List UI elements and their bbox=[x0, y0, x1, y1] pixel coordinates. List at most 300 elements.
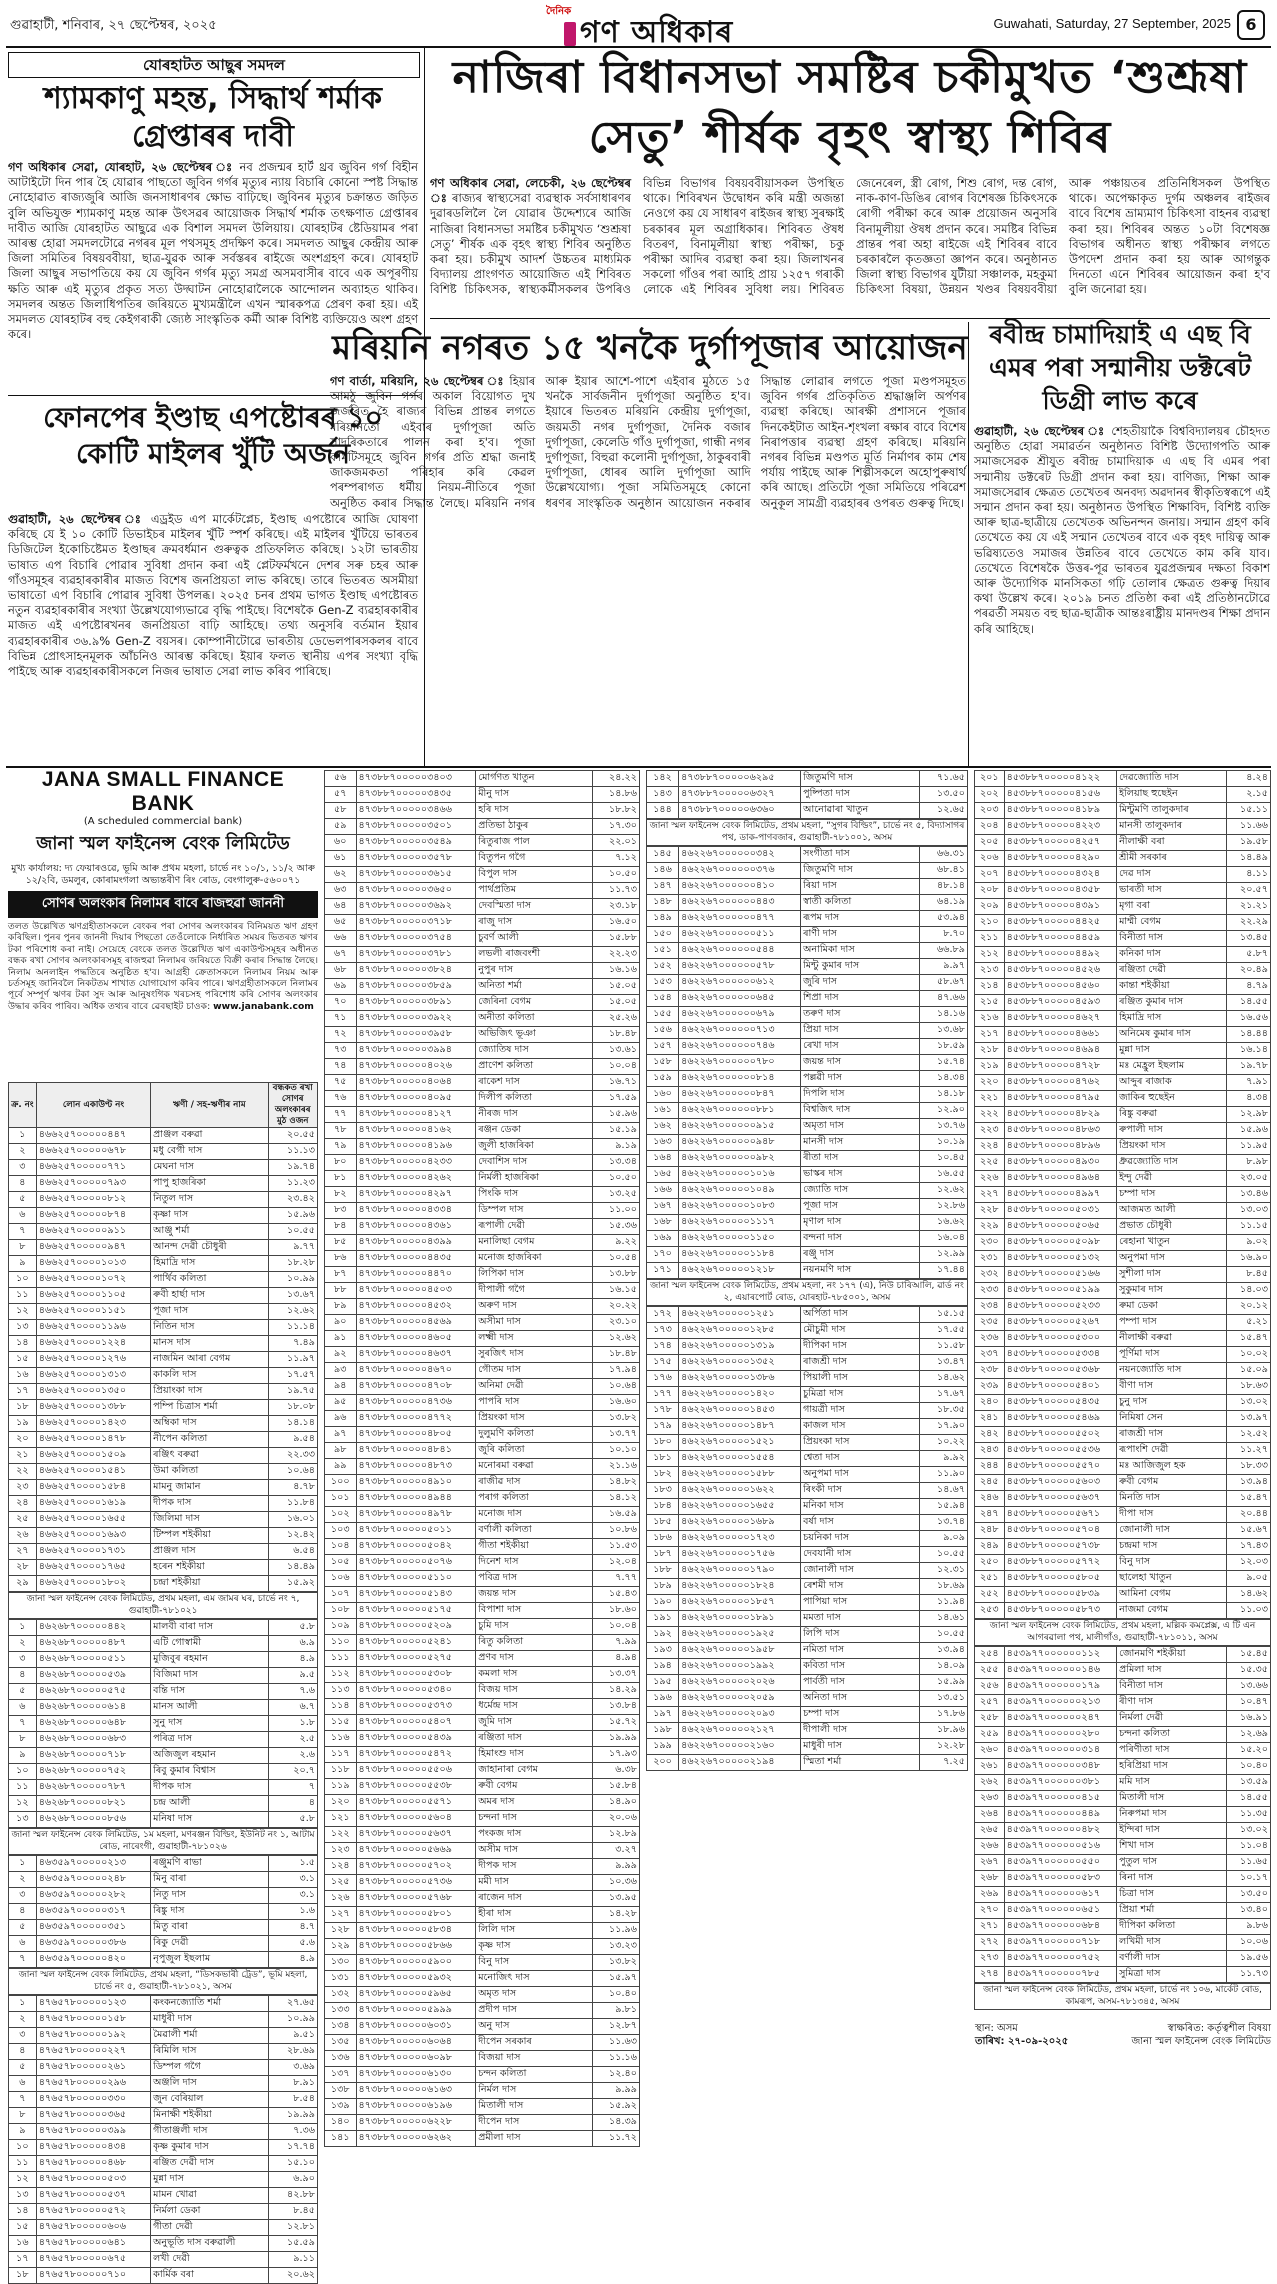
table-row bbox=[9, 1684, 318, 1700]
loan-account-cell: ৪৫৩৮৮৭০০০০০৫৭৩৮ bbox=[1004, 1539, 1116, 1555]
serial-cell: ১৯ bbox=[9, 1416, 37, 1432]
loan-account-cell: ৪৫৩৮৮৭০০০০০৫৩৬৮ bbox=[1004, 1363, 1116, 1379]
table-row bbox=[975, 1011, 1271, 1027]
gold-weight-cell: ১৯.৭৫ bbox=[268, 1384, 317, 1400]
serial-cell: ২২৮ bbox=[975, 1203, 1005, 1219]
borrower-name-cell: মানসী দাস bbox=[801, 1135, 920, 1151]
loan-account-cell: ৪৫৩৮৮৭০০০০০৫১৬৬ bbox=[1004, 1267, 1116, 1283]
gold-weight-cell: ১৭.৯০ bbox=[919, 1419, 967, 1435]
table-row bbox=[325, 2035, 640, 2051]
gold-weight-cell: ১৪.২৮ bbox=[592, 1907, 639, 1923]
loan-account-cell: ৪৭৩৮৮৭০০০০০৪২৬২ bbox=[356, 1171, 476, 1187]
serial-cell: ১৭ bbox=[9, 1384, 37, 1400]
gold-weight-cell: ১১.৬৬ bbox=[1226, 819, 1270, 835]
borrower-name-cell: চন্দ্ৰমা দাস bbox=[1117, 1539, 1227, 1555]
gold-weight-cell: ১০.৯৯ bbox=[268, 1272, 317, 1288]
loan-account-cell: ৪৫৩৮৮৭০০০০০৪৮৬৩ bbox=[1004, 1123, 1116, 1139]
table-row bbox=[325, 1795, 640, 1811]
serial-cell: ১৯৫ bbox=[647, 1675, 679, 1691]
gold-weight-cell: ১৩.৫০ bbox=[1226, 1887, 1270, 1903]
borrower-name-cell: ৰূপাংশি দেৱী bbox=[1117, 1443, 1227, 1459]
borrower-name-cell: হিমাদ্ৰি দাস bbox=[1117, 1011, 1227, 1027]
table-row bbox=[647, 991, 968, 1007]
table-row bbox=[325, 1059, 640, 1075]
borrower-name-cell: চুনু দাস bbox=[1117, 1395, 1227, 1411]
borrower-name-cell: প্ৰমীলা দাস bbox=[476, 2131, 593, 2147]
serial-cell: ৭ bbox=[9, 1952, 37, 1968]
borrower-name-cell: প্ৰিয়া দাস bbox=[801, 1023, 920, 1039]
gold-weight-cell: ১৬.০১ bbox=[268, 1512, 317, 1528]
serial-cell: ১৪ bbox=[9, 1336, 37, 1352]
loan-account-cell: ৪৭৩৮৮৭০০০০০৫৩০৮ bbox=[356, 1667, 476, 1683]
table-row bbox=[975, 1743, 1271, 1759]
loan-account-cell: ৪৬২৬৮৭০০০০০৬৪৮ bbox=[36, 1716, 150, 1732]
newspaper-logo bbox=[546, 4, 766, 50]
gold-weight-cell: ৮.৯১ bbox=[268, 2076, 317, 2092]
table-row bbox=[975, 1363, 1271, 1379]
rabindra-body: শেহতীয়াকৈ বিশ্ববিদ্যালয়ৰ চৌহদত অনুষ্ঠিত হোৱা সমাৱৰ্তন অনুষ্ঠানত বিশিষ্ট উদ্যোগপতি আৰু সমাজসেৱক শ্ৰীযুত ৰবীন্দ্ৰ চামাদিয়াক এ এছ বি এমৰ পৰা সন্মানীয় ডক্টৰেট ডিগ্ৰী প্ৰদান কৰা হয়। বাণিজ্য, শিক্ষা আৰু সমাজসেৱাৰ ক্ষেত্ৰত তেখেতৰ অনবদ্য অৱদানৰ স্বীকৃতিস্বৰূপে এই সন্মান প্ৰদান কৰা হয়। অনুষ্ঠানত উপস্থিত শিক্ষাবিদ, বিশিষ্ট ব্যক্তি আৰু ছাত্ৰ-ছাত্ৰীয়ে তেখেতক অভিনন্দন জনায়। সন্মান গ্ৰহণ কৰি তেখেতে কয় যে এই সন্মান তেখেতৰ বাবে এক বৃহৎ দায়িত্ব আৰু ভৱিষ্যতেও সমাজৰ উন্নতিৰ বাবে তেখেতে কাম কৰি যাব। তেখেতে বিশেষকৈ উত্তৰ-পূৱ ভাৰতৰ যুৱপ্ৰজন্মৰ দক্ষতা বিকাশ আৰু উদ্যোগিক মানসিকতা গঢ়ি তোলাৰ ক্ষেত্ৰত গুৰুত্ব দিয়াৰ কথা উল্লেখ কৰে। ২০১৯ চনত প্ৰতিষ্ঠা কৰা এই প্ৰতিষ্ঠানটোৱে পৰৱৰ্তী সময়ত বহু ছাত্ৰ-ছাত্ৰীক আন্তঃৰাষ্ট্ৰীয় মানদণ্ডৰ শিক্ষা প্ৰদান কৰি আহিছে। bbox=[974, 424, 1271, 636]
table-row bbox=[647, 1707, 968, 1723]
table-row bbox=[975, 1107, 1271, 1123]
gold-weight-cell: ২০.৪৯ bbox=[1226, 963, 1270, 979]
serial-cell: ১৮১ bbox=[647, 1451, 679, 1467]
loan-account-cell: ৪৬৬২৫৭০০০০১৮০২ bbox=[36, 1576, 150, 1592]
gold-weight-cell: ১৪.৩৪ bbox=[919, 1071, 967, 1087]
branch-address: জানা স্মল ফাইনেন্স বেংক লিমিটেড, প্ৰথম মহলা, “সুগৰ বিল্ডিং”, চাৰ্ভে নং ৫, বিদ্যাসাগৰ পথ, ডাক-পাণবজাৰ, গুৱাহাটী-৭৮১০০১, অসম bbox=[646, 819, 968, 846]
gold-weight-cell: ১৫.৯২ bbox=[268, 1576, 317, 1592]
serial-cell: ২১৫ bbox=[975, 995, 1005, 1011]
table-row bbox=[325, 1779, 640, 1795]
serial-cell: ১৬৬ bbox=[647, 1183, 679, 1199]
serial-cell: ৯৯ bbox=[325, 1459, 357, 1475]
table-row bbox=[647, 1307, 968, 1323]
serial-cell: ৪ bbox=[9, 2044, 37, 2060]
borrower-name-cell: ৰঞ্জিৎ বৰুৱা bbox=[151, 1448, 268, 1464]
borrower-name-cell: অম্বিকা দাস bbox=[151, 1416, 268, 1432]
borrower-name-cell: আনন্দ দেৱী চৌধুৰী bbox=[151, 1240, 268, 1256]
serial-cell: ৪ bbox=[9, 1176, 37, 1192]
loan-account-cell: ৪৭৩৮৮৭০০০০০৪৭০৮ bbox=[356, 1379, 476, 1395]
table-row bbox=[325, 995, 640, 1011]
gold-weight-cell: ১০.৬৪ bbox=[592, 1379, 639, 1395]
table-row bbox=[325, 1811, 640, 1827]
gold-weight-cell: ৯.৫১ bbox=[268, 2028, 317, 2044]
loan-account-cell: ৪৭৩৮৮৭০০০০০৫৯৯৯ bbox=[356, 2003, 476, 2019]
loan-account-cell: ৪৭৩৮৮৭০০০০০৬১৯৬ bbox=[356, 2099, 476, 2115]
table-row bbox=[325, 835, 640, 851]
loan-account-cell: ৪৬৬২৫৭০০০০১৭৩১ bbox=[36, 1544, 150, 1560]
serial-cell: ৮ bbox=[9, 1240, 37, 1256]
gold-weight-cell: ১৩.৭৭ bbox=[592, 1427, 639, 1443]
borrower-name-cell: কমলা দাস bbox=[476, 1667, 593, 1683]
loan-account-cell: ৪৬২২৬৭০০০০০১৭৫৬ bbox=[679, 1547, 801, 1563]
loan-account-cell: ৪৬২২৬৭০০০০০১৬২২ bbox=[679, 1483, 801, 1499]
loan-account-cell: ৪৭৩৮৮৭০০০০০৫১৭৫ bbox=[356, 1603, 476, 1619]
gold-weight-cell: ২০.৫৫ bbox=[268, 1128, 317, 1144]
gold-weight-cell: ১৫.১৫ bbox=[919, 1307, 967, 1323]
borrower-name-cell: ৰঞ্জুমণি ৰাভা bbox=[151, 1856, 268, 1872]
table-row bbox=[9, 1936, 318, 1952]
serial-cell: ২৬ bbox=[9, 1528, 37, 1544]
gold-weight-cell: ১৩.৩৭ bbox=[592, 1667, 639, 1683]
serial-cell: ২৬৬ bbox=[975, 1839, 1005, 1855]
serial-cell: ১৪৯ bbox=[647, 911, 679, 927]
serial-cell: ২১৭ bbox=[975, 1027, 1005, 1043]
table-row bbox=[325, 1235, 640, 1251]
table-row bbox=[647, 1467, 968, 1483]
serial-cell: ১ bbox=[9, 1128, 37, 1144]
borrower-name-cell: মনোজ দাস bbox=[476, 1507, 593, 1523]
borrower-name-cell: ৰঞ্জন ডেকা bbox=[476, 1123, 593, 1139]
serial-cell: ২২৪ bbox=[975, 1139, 1005, 1155]
table-row bbox=[9, 1240, 318, 1256]
gold-weight-cell: ৯.১৯ bbox=[592, 1139, 639, 1155]
borrower-name-cell: মঃ মেহ্ৰুল ইছলাম bbox=[1117, 1059, 1227, 1075]
borrower-name-cell: ৰুপালী দাস bbox=[1117, 1123, 1227, 1139]
borrower-name-cell: নয়নমণি দাস bbox=[801, 1263, 920, 1279]
gold-weight-cell: ১৫.৯৭ bbox=[592, 1971, 639, 1987]
loan-account-cell: ৪৬২২৬৭০০০০০১২৫১ bbox=[679, 1307, 801, 1323]
serial-cell: ৯১ bbox=[325, 1331, 357, 1347]
borrower-name-cell: ৰেখা দাস bbox=[801, 1039, 920, 1055]
loan-account-cell: ৪৫৩৯৭৭০০০০০০৩৪৮ bbox=[1004, 1759, 1116, 1775]
serial-cell: ৬১ bbox=[325, 851, 357, 867]
gold-weight-cell: ৬৪.১৯ bbox=[919, 895, 967, 911]
gold-weight-cell: ১৩.৬৬ bbox=[1226, 1679, 1270, 1695]
loan-account-cell: ৪৬২২৬৭০০০০০১১১৭ bbox=[679, 1215, 801, 1231]
gold-weight-cell: ১৫.৩৫ bbox=[1226, 1663, 1270, 1679]
serial-cell: ১৮৯ bbox=[647, 1579, 679, 1595]
table-row bbox=[325, 1475, 640, 1491]
table-row bbox=[9, 1856, 318, 1872]
gold-weight-cell: ১১.১৬ bbox=[592, 2051, 639, 2067]
loan-account-cell: ৪৬৬২৫৭০০০০০৪৪৭ bbox=[36, 1128, 150, 1144]
loan-account-cell: ৪৬২৬৮৭০০০০০৫৩৯ bbox=[36, 1668, 150, 1684]
gold-weight-cell: ১৫.০৫ bbox=[592, 979, 639, 995]
protest-kicker: যোৰহাটত আছুৰ সমদল bbox=[8, 52, 420, 78]
gold-weight-cell: ৫.৮ bbox=[268, 1620, 317, 1636]
serial-cell: ১ bbox=[9, 1856, 37, 1872]
borrower-name-cell: বিনীতা দাস bbox=[1117, 1679, 1227, 1695]
gold-weight-cell: ৬.৩৮ bbox=[592, 1763, 639, 1779]
loan-account-cell: ৪৭৩৮৮৭০০০০০৪৩৩৪ bbox=[356, 1203, 476, 1219]
borrower-name-cell: লখিমী দাস bbox=[1117, 1935, 1227, 1951]
borrower-name-cell: ৰুবী বেগম bbox=[1117, 1475, 1227, 1491]
loan-account-cell: ৪৫৩৯৭৭০০০০০০১৭৯ bbox=[1004, 1679, 1116, 1695]
gold-weight-cell: ১৪.২৯ bbox=[592, 1683, 639, 1699]
borrower-name-cell: পাপৰি দাস bbox=[476, 1395, 593, 1411]
borrower-name-cell: ৰাজু দাস bbox=[476, 915, 593, 931]
table-row bbox=[9, 1996, 318, 2012]
loan-account-cell: ৪৭৩৮৮৭০০০০০৪৮০৫ bbox=[356, 1427, 476, 1443]
loan-account-cell: ৪৭৩৮৮৭০০০০০৫৯৩২ bbox=[356, 1971, 476, 1987]
loan-account-cell: ৪৬২২৬৭০০০০০০৭৮০ bbox=[679, 1055, 801, 1071]
rabindra-headline: ৰবীন্দ্ৰ চামাদিয়াই এ এছ বি এমৰ পৰা সন্মানীয় ডক্টৰেট ডিগ্ৰী লাভ কৰে bbox=[988, 320, 1252, 415]
gold-weight-cell: ২.৫ bbox=[268, 1732, 317, 1748]
serial-cell: ১৪৪ bbox=[647, 803, 679, 819]
table-row bbox=[647, 1627, 968, 1643]
table-row bbox=[325, 1283, 640, 1299]
table-row bbox=[647, 1515, 968, 1531]
borrower-name-cell: মাধুৰী দাস bbox=[801, 1739, 920, 1755]
loan-account-cell: ৪৭৩৮৮৭০০০০০৫৯০০ bbox=[356, 1955, 476, 1971]
gold-weight-cell: ২২.০১ bbox=[592, 835, 639, 851]
table-row bbox=[975, 835, 1271, 851]
table-row bbox=[647, 787, 968, 803]
gold-weight-cell: ৭ bbox=[268, 1780, 317, 1796]
borrower-name-cell: জুমি দাস bbox=[476, 1715, 593, 1731]
loan-account-cell: ৪৭৩৮৮৭০০০০০৩৬৫০ bbox=[356, 883, 476, 899]
gold-weight-cell: ১১.৯৬ bbox=[592, 1923, 639, 1939]
serial-cell: ২০১ bbox=[975, 771, 1005, 787]
serial-cell: ১৩ bbox=[9, 1812, 37, 1828]
borrower-name-cell: দেবস্মিতা দাস bbox=[476, 899, 593, 915]
borrower-name-cell: লভলী ৰাজবংশী bbox=[476, 947, 593, 963]
gold-weight-cell: ১৫.৯৬ bbox=[268, 1208, 317, 1224]
loan-account-cell: ৪৫৩৯৭৭০০০০০০৫১৬ bbox=[1004, 1839, 1116, 1855]
loan-account-cell: ৪৫৩৮৮৭০০০০০৪৮২৯ bbox=[1004, 1107, 1116, 1123]
gold-weight-cell: ২৩.১৮ bbox=[592, 899, 639, 915]
table-row bbox=[325, 1763, 640, 1779]
serial-cell: ১ bbox=[9, 1620, 37, 1636]
table-row bbox=[9, 1764, 318, 1780]
loan-account-cell: ৪৭৩৮৮৭০০০০০৩৬১৫ bbox=[356, 867, 476, 883]
borrower-name-cell: জুৰি কলিতা bbox=[476, 1443, 593, 1459]
gold-weight-cell: ১৪.১২ bbox=[592, 1491, 639, 1507]
table-row bbox=[325, 1107, 640, 1123]
loan-account-cell: ৪৫৩৯৭৭০০০০০০১১২ bbox=[1004, 1647, 1116, 1663]
loan-account-cell: ৪৭৩৮৮৭০০০০০৪৯৭৮ bbox=[356, 1507, 476, 1523]
auction-table bbox=[974, 1646, 1271, 1983]
borrower-name-cell: ৰঞ্জিত দেৱী দাস bbox=[151, 2156, 268, 2172]
borrower-name-cell: বিজিমা দাস bbox=[151, 1668, 268, 1684]
gold-weight-cell: ১১.৯৫ bbox=[1226, 1139, 1270, 1155]
serial-cell: ১৫৪ bbox=[647, 991, 679, 1007]
borrower-name-cell: বিপুল দাস bbox=[476, 867, 593, 883]
borrower-name-cell: দিনেশ দাস bbox=[476, 1555, 593, 1571]
gold-weight-cell: ৭.১২ bbox=[592, 851, 639, 867]
loan-account-cell: ৪৬২২৬৭০০০০০১৫৮৮ bbox=[679, 1467, 801, 1483]
loan-account-cell: ৪৬৩৫৯৭০০০০০২১৩ bbox=[36, 1856, 150, 1872]
table-row bbox=[9, 1560, 318, 1576]
serial-cell: ৪ bbox=[9, 1668, 37, 1684]
gold-weight-cell: ১১.২৩ bbox=[268, 1176, 317, 1192]
table-row bbox=[9, 2204, 318, 2220]
serial-cell: ২১৮ bbox=[975, 1043, 1005, 1059]
borrower-name-cell: চিত্ৰা দাস bbox=[1117, 1887, 1227, 1903]
borrower-name-cell: চন্দ্ৰ আলী bbox=[151, 1796, 268, 1812]
table-row bbox=[9, 2124, 318, 2140]
serial-cell: ১১০ bbox=[325, 1635, 357, 1651]
serial-cell: ২০৮ bbox=[975, 883, 1005, 899]
serial-cell: ৯৩ bbox=[325, 1363, 357, 1379]
borrower-name-cell: ৰাকেশ দাস bbox=[476, 1075, 593, 1091]
loan-account-cell: ৪৬২২৬৭০০০০০১৬৫৫ bbox=[679, 1499, 801, 1515]
loan-account-cell: ৪৭৩৮৮৭০০০০০৪৪৩৫ bbox=[356, 1251, 476, 1267]
borrower-name-cell: জয়ন্ত দাস bbox=[801, 1055, 920, 1071]
loan-account-cell: ৪৭৩৮৮৭০০০০০৪১৯৬ bbox=[356, 1139, 476, 1155]
table-row bbox=[325, 1827, 640, 1843]
borrower-name-cell: মানস আলী bbox=[151, 1700, 268, 1716]
loan-account-cell: ৪৬২২৬৭০০০০০০৫৭৮ bbox=[679, 959, 801, 975]
serial-cell: ২২১ bbox=[975, 1091, 1005, 1107]
table-row bbox=[975, 1219, 1271, 1235]
borrower-name-cell: মনোজিৎ দাস bbox=[476, 1971, 593, 1987]
table-row bbox=[975, 1791, 1271, 1807]
gold-weight-cell: ১৭.৮৬ bbox=[919, 1707, 967, 1723]
gold-weight-cell: ১৫.৮৪ bbox=[592, 1779, 639, 1795]
table-row bbox=[647, 895, 968, 911]
borrower-name-cell: নিৰ্মলা দেৱী bbox=[1117, 1711, 1227, 1727]
borrower-name-cell: প্ৰদীপ দাস bbox=[476, 2003, 593, 2019]
gold-weight-cell: ৩.১ bbox=[268, 1872, 317, 1888]
gold-weight-cell: ৭.৩৬ bbox=[268, 2124, 317, 2140]
serial-cell: ১০ bbox=[9, 2140, 37, 2156]
loan-account-cell: ৪৭৬৫৭৮০০০০০৫৭২ bbox=[36, 2204, 150, 2220]
serial-cell: ২৪৫ bbox=[975, 1475, 1005, 1491]
table-row bbox=[975, 1411, 1271, 1427]
loan-account-cell: ৪৫৩৯৭৭০০০০০০২৮০ bbox=[1004, 1727, 1116, 1743]
loan-account-cell: ৪৭৩৮৮৭০০০০০৬৩২৭ bbox=[679, 787, 801, 803]
borrower-name-cell: লিপিকা দাস bbox=[476, 1267, 593, 1283]
borrower-name-cell: পল্লৱী দাস bbox=[801, 1071, 920, 1087]
borrower-name-cell: বিতুপন গগৈ bbox=[476, 851, 593, 867]
table-row bbox=[975, 1919, 1271, 1935]
serial-cell: ১৬ bbox=[9, 2236, 37, 2252]
gold-weight-cell: ১১.২৭ bbox=[1226, 1443, 1270, 1459]
borrower-name-cell: কান্তা শইকীয়া bbox=[1117, 979, 1227, 995]
serial-cell: ১২৭ bbox=[325, 1907, 357, 1923]
loan-account-cell: ৪৬৩৫৯৭০০০০০৩১৭ bbox=[36, 1904, 150, 1920]
loan-account-cell: ৪৬২২৬৭০০০০০১৮২৪ bbox=[679, 1579, 801, 1595]
serial-cell: ৩ bbox=[9, 1652, 37, 1668]
table-row bbox=[9, 1288, 318, 1304]
gold-weight-cell: ১৭.৯৪ bbox=[592, 1363, 639, 1379]
serial-cell: ১৯৬ bbox=[647, 1691, 679, 1707]
borrower-name-cell: দীপেন সৰকাৰ bbox=[476, 2035, 593, 2051]
serial-cell: ৬০ bbox=[325, 835, 357, 851]
loan-account-cell: ৪৬২২৬৭০০০০০১৭২৩ bbox=[679, 1531, 801, 1547]
borrower-name-cell: মুন্না দাস bbox=[151, 2172, 268, 2188]
table-row bbox=[325, 1491, 640, 1507]
gold-weight-cell: ১৫.২০ bbox=[1226, 1743, 1270, 1759]
serial-cell: ২২২ bbox=[975, 1107, 1005, 1123]
loan-account-cell: ৪৭৩৮৮৭০০০০০৪৩৯৯ bbox=[356, 1235, 476, 1251]
table-row bbox=[325, 2019, 640, 2035]
loan-account-cell: ৪৭৩৮৮৭০০০০০৪৮৭৩ bbox=[356, 1459, 476, 1475]
serial-cell: ১১৭ bbox=[325, 1747, 357, 1763]
loan-account-cell: ৪৭৩৮৮৭০০০০০৫৪৭২ bbox=[356, 1747, 476, 1763]
serial-cell: ২২৩ bbox=[975, 1123, 1005, 1139]
borrower-name-cell: মমতা দাস bbox=[801, 1611, 920, 1627]
loan-account-cell: ৪৭৩৮৮৭০০০০০৩৫৭৮ bbox=[356, 851, 476, 867]
borrower-name-cell: বন্দনা দাস bbox=[801, 1231, 920, 1247]
borrower-name-cell: অভিজিৎ ভূঞা bbox=[476, 1027, 593, 1043]
gold-weight-cell: ১০.৩৬ bbox=[592, 1875, 639, 1891]
loan-account-cell: ৪৭৩৮৮৭০০০০০৫২৭৫ bbox=[356, 1651, 476, 1667]
loan-account-cell: ৪৭৩৮৮৭০০০০০৪৫৩২ bbox=[356, 1299, 476, 1315]
borrower-name-cell: জুন বেৰিয়াল bbox=[151, 2092, 268, 2108]
gold-weight-cell: ১.৮ bbox=[268, 1716, 317, 1732]
gold-weight-cell: ১২.৬২ bbox=[268, 1304, 317, 1320]
gold-weight-cell: ৯.৮১ bbox=[592, 2003, 639, 2019]
table-row bbox=[9, 2156, 318, 2172]
serial-cell: ২৬৪ bbox=[975, 1807, 1005, 1823]
table-row bbox=[975, 1091, 1271, 1107]
gold-weight-cell: ৬.৯০ bbox=[268, 2172, 317, 2188]
loan-account-cell: ৪৭৩৮৮৭০০০০০৪১২৭ bbox=[356, 1107, 476, 1123]
table-row bbox=[325, 963, 640, 979]
table-row bbox=[975, 1507, 1271, 1523]
serial-cell: ১৭০ bbox=[647, 1247, 679, 1263]
table-row bbox=[647, 1579, 968, 1595]
serial-cell: ১৪৭ bbox=[647, 879, 679, 895]
protest-dateline: গণ অধিকাৰ সেৱা, যোৰহাট, ২৬ ছেপ্টেম্বৰ ঃ bbox=[8, 160, 235, 174]
gold-weight-cell: ৬.৯ bbox=[268, 1636, 317, 1652]
serial-cell: ২৬৩ bbox=[975, 1791, 1005, 1807]
gold-weight-cell: ১১.৫৩ bbox=[592, 1539, 639, 1555]
borrower-name-cell: মমি দাস bbox=[1117, 1775, 1227, 1791]
borrower-name-cell: কনিকা দাস bbox=[1117, 947, 1227, 963]
table-row bbox=[325, 883, 640, 899]
serial-cell: ৭৪ bbox=[325, 1059, 357, 1075]
table-row bbox=[325, 1539, 640, 1555]
table-row bbox=[9, 1748, 318, 1764]
loan-account-cell: ৪৬২৬৮৭০০০০০৮৫৬ bbox=[36, 1812, 150, 1828]
serial-cell: ১৭২ bbox=[647, 1307, 679, 1323]
serial-cell: ২৫০ bbox=[975, 1555, 1005, 1571]
table-row bbox=[975, 1967, 1271, 1983]
table-row bbox=[975, 979, 1271, 995]
gold-weight-cell: ৪৮.১৪ bbox=[919, 879, 967, 895]
gold-weight-cell: ৩.৬৯ bbox=[268, 2060, 317, 2076]
column-header: ক্ৰ. নং bbox=[9, 1083, 37, 1128]
table-row bbox=[975, 931, 1271, 947]
borrower-name-cell: উমা কলিতা bbox=[151, 1464, 268, 1480]
loan-account-cell: ৪৭৬৫৭৮০০০০০২৬১ bbox=[36, 2060, 150, 2076]
gold-weight-cell: ২২.২৯ bbox=[1226, 915, 1270, 931]
gold-weight-cell: ১৩.০২ bbox=[1226, 1823, 1270, 1839]
serial-cell: ২৩৯ bbox=[975, 1379, 1005, 1395]
borrower-name-cell: জাকিৰ হুছেইন bbox=[1117, 1091, 1227, 1107]
table-row bbox=[975, 1587, 1271, 1603]
gold-weight-cell: ১৫.৯৪ bbox=[919, 1499, 967, 1515]
loan-account-cell: ৪৬৬২৫৭০০০০১৭৬৫ bbox=[36, 1560, 150, 1576]
borrower-name-cell: মৃণাল দাস bbox=[801, 1215, 920, 1231]
table-row bbox=[9, 1256, 318, 1272]
gold-weight-cell: ১৫.০৯ bbox=[1226, 1363, 1270, 1379]
borrower-name-cell: মনোৰমা বৰুৱা bbox=[476, 1459, 593, 1475]
gold-weight-cell: ১৯.৭৪ bbox=[268, 1160, 317, 1176]
serial-cell: ৭৭ bbox=[325, 1107, 357, 1123]
gold-weight-cell: ২৫.২৬ bbox=[592, 1011, 639, 1027]
borrower-name-cell: অমৃত দাস bbox=[476, 1987, 593, 2003]
serial-cell: ১৪৩ bbox=[647, 787, 679, 803]
loan-account-cell: ৪৭৩৮৮৭০০০০০৬৩৬০ bbox=[679, 803, 801, 819]
serial-cell: ৫ bbox=[9, 2060, 37, 2076]
borrower-name-cell: কংকনজ্যোতি শৰ্মা bbox=[151, 1996, 268, 2012]
loan-account-cell: ৪৬৩৫৯৭০০০০০২৪৮ bbox=[36, 1872, 150, 1888]
borrower-name-cell: দীপক দাস bbox=[151, 1780, 268, 1796]
table-row bbox=[975, 803, 1271, 819]
table-row bbox=[325, 1699, 640, 1715]
gold-weight-cell: ১৫.৯৬ bbox=[592, 1107, 639, 1123]
borrower-name-cell: নৃপুজুল ইছলাম bbox=[151, 1952, 268, 1968]
table-row bbox=[9, 1872, 318, 1888]
gold-weight-cell: ১৭.৯৩ bbox=[592, 1747, 639, 1763]
loan-account-cell: ৪৭৩৮৮৭০০০০০৫৮৬৬ bbox=[356, 1939, 476, 1955]
gold-weight-cell: ৫৩.৯৪ bbox=[919, 911, 967, 927]
